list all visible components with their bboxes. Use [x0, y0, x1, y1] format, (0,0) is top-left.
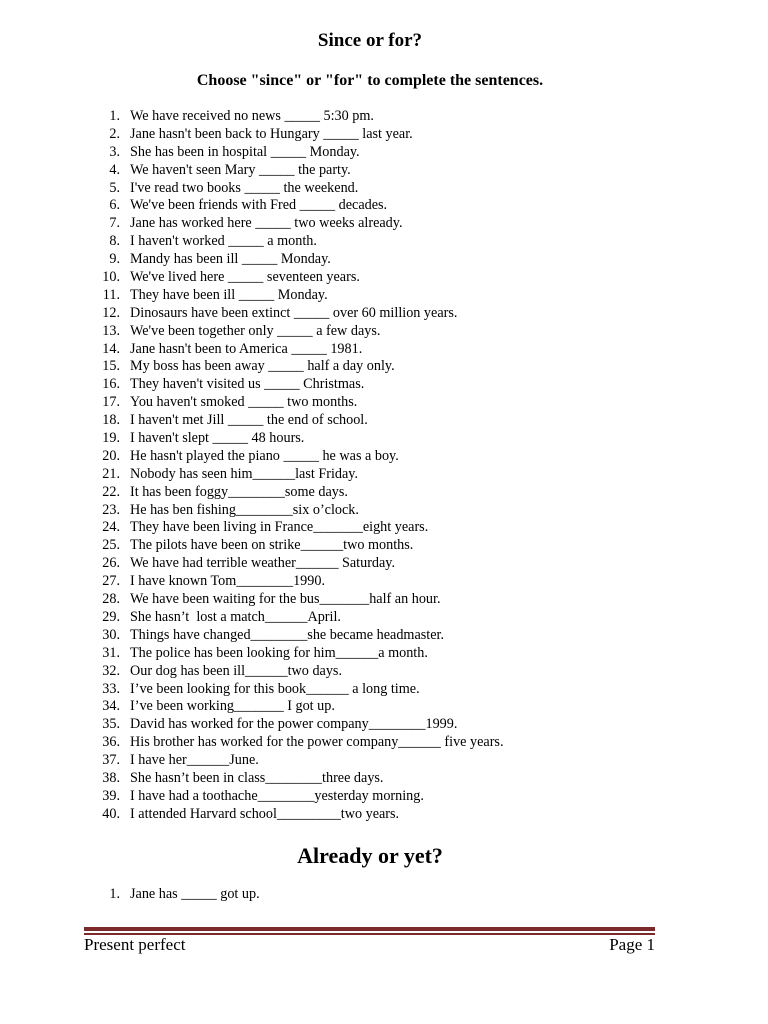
item-sentence: We have been waiting for the bus_______half an hour.	[130, 591, 441, 608]
item-number: 35.	[102, 716, 120, 733]
item-number: 40.	[102, 805, 120, 822]
item-number: 7.	[109, 215, 120, 232]
item-sentence: Our dog has been ill______two days.	[130, 662, 342, 679]
item-number: 3.	[109, 143, 120, 160]
item-sentence: I haven't worked _____ a month.	[130, 233, 317, 250]
item-sentence: The pilots have been on strike______two months.	[130, 537, 414, 554]
item-sentence: You haven't smoked _____ two months.	[130, 394, 358, 411]
item-number: 5.	[109, 179, 120, 196]
item-sentence: I haven't met Jill _____ the end of school.	[130, 412, 368, 429]
item-number: 23.	[102, 501, 120, 518]
item-number: 19.	[102, 430, 120, 447]
footer-title: Present perfect	[84, 935, 186, 954]
item-sentence: Things have changed________she became headmaster.	[130, 626, 444, 643]
item-sentence: She has been in hospital _____ Monday.	[130, 143, 360, 160]
item-sentence: Dinosaurs have been extinct _____ over 60 million years.	[130, 304, 458, 321]
item-sentence: We have received no news _____ 5:30 pm.	[130, 108, 374, 124]
item-number: 37.	[102, 752, 120, 769]
item-sentence: The police has been looking for him______a month.	[130, 644, 428, 661]
item-number: 39.	[102, 787, 120, 804]
item-sentence: I have known Tom________1990.	[130, 573, 325, 590]
item-number: 4.	[109, 161, 120, 178]
item-number: 21.	[102, 465, 120, 482]
item-sentence: She hasn’t been in class________three days.	[130, 769, 384, 786]
item-number: 16.	[102, 376, 120, 393]
item-sentence: She hasn’t lost a match______April.	[130, 608, 341, 625]
item-number: 27.	[102, 573, 120, 590]
item-number: 34.	[102, 698, 120, 715]
item-sentence: He hasn't played the piano _____ he was a boy.	[130, 447, 399, 464]
item-number: 28.	[102, 591, 120, 608]
item-number: 8.	[109, 233, 120, 250]
item-sentence: They have been living in France_______eight years.	[130, 519, 429, 536]
item-number: 9.	[109, 251, 120, 268]
footer-page-number: Page 1	[609, 935, 655, 954]
item-number: 6.	[109, 197, 120, 214]
item-number: 24.	[102, 519, 120, 536]
item-sentence: I have had a toothache________yesterday morning.	[130, 787, 424, 804]
item-sentence: We've been friends with Fred _____ decades.	[130, 197, 388, 214]
item-number: 32.	[102, 662, 120, 679]
item-number: 14.	[102, 340, 120, 357]
item-sentence: They have been ill _____ Monday.	[130, 286, 328, 303]
item-sentence: I attended Harvard school_________two years.	[130, 805, 400, 822]
item-number: 26.	[102, 555, 120, 572]
worksheet-instruction: Choose "since" or "for" to complete the sentences.	[196, 72, 544, 89]
item-number: 25.	[102, 537, 120, 554]
item-sentence: I've read two books _____ the weekend.	[130, 179, 359, 196]
item-sentence: Nobody has seen him______last Friday.	[130, 465, 359, 482]
item-number: 15.	[102, 358, 120, 375]
item-sentence: We have had terrible weather______ Saturday.	[130, 555, 396, 572]
item-number: 12.	[102, 304, 120, 321]
worksheet-title: Since or for?	[317, 30, 423, 51]
item-sentence: He has ben fishing________six o’clock.	[130, 501, 359, 518]
item-sentence: My boss has been away _____ half a day only.	[130, 358, 395, 375]
item-number: 30.	[102, 626, 120, 643]
item-number: 38.	[102, 769, 120, 786]
item-number: 22.	[102, 483, 120, 500]
item-number: 10.	[102, 269, 120, 286]
item-sentence: I’ve been working_______ I got up.	[130, 698, 335, 715]
item-number: 13.	[102, 322, 120, 339]
item-sentence: We haven't seen Mary _____ the party.	[130, 161, 351, 178]
item-number: 33.	[102, 680, 120, 697]
item-sentence: I have her______June.	[130, 752, 259, 769]
item-number: 29.	[102, 608, 120, 625]
item-number: 31.	[102, 644, 120, 661]
item-sentence: Jane hasn't been to America _____ 1981.	[130, 340, 363, 357]
item-number: 20.	[102, 447, 120, 464]
item-number: 17.	[102, 394, 120, 411]
item-sentence: We've been together only _____ a few days.	[130, 322, 381, 339]
item-sentence: Jane has _____ got up.	[130, 886, 260, 902]
footer-rule-thick	[84, 927, 655, 931]
item-sentence: We've lived here _____ seventeen years.	[130, 269, 360, 286]
item-sentence: His brother has worked for the power company______ five years.	[130, 734, 504, 751]
item-sentence: It has been foggy________some days.	[130, 483, 348, 500]
item-sentence: They haven't visited us _____ Christmas.	[130, 376, 365, 393]
item-number: 2.	[109, 125, 120, 142]
item-sentence: I’ve been looking for this book______ a long time.	[130, 680, 420, 697]
item-number: 11.	[102, 286, 120, 303]
item-sentence: Mandy has been ill _____ Monday.	[130, 251, 331, 268]
item-number: 1.	[109, 886, 120, 902]
item-number: 18.	[102, 412, 120, 429]
section-title-already-yet: Already or yet?	[297, 843, 443, 868]
item-number: 36.	[102, 734, 120, 751]
item-sentence: I haven't slept _____ 48 hours.	[130, 430, 305, 447]
item-sentence: Jane hasn't been back to Hungary _____ last year.	[130, 125, 413, 142]
item-sentence: Jane has worked here _____ two weeks already.	[130, 215, 403, 232]
item-number: 1.	[109, 108, 120, 124]
item-sentence: David has worked for the power company________1999.	[130, 716, 458, 733]
